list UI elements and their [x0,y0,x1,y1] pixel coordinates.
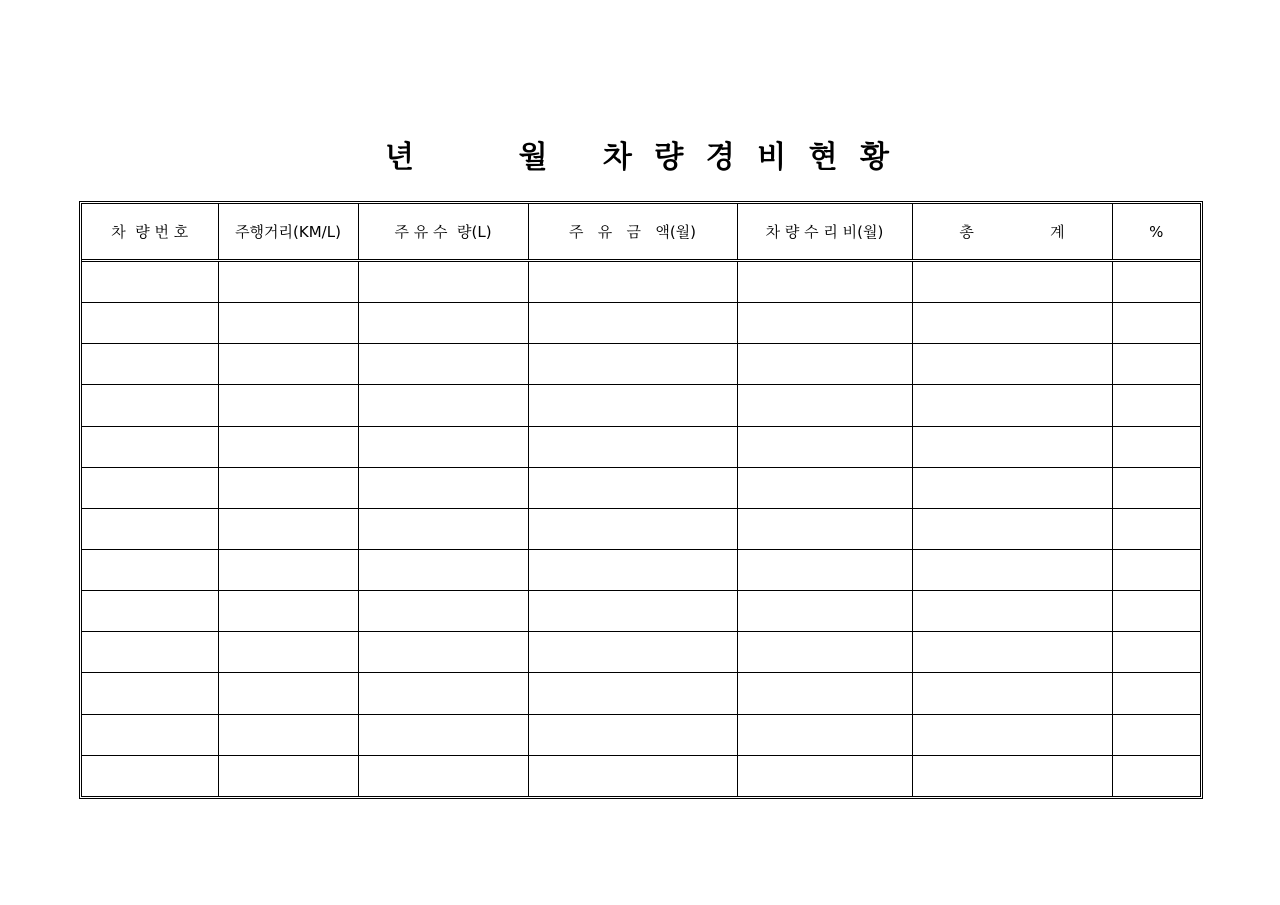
cell-mileage[interactable] [218,591,358,632]
cell-mileage[interactable] [218,303,358,344]
cell-percent[interactable] [1112,755,1200,796]
cell-vehicle-number[interactable] [82,714,218,755]
cell-percent[interactable] [1112,632,1200,673]
cell-fuel-amount[interactable] [528,426,737,467]
header-fuel-quantity: 주 유 수 량(L) [358,204,528,261]
cell-percent[interactable] [1112,344,1200,385]
cell-fuel-quantity[interactable] [358,303,528,344]
table-row [82,673,1200,714]
cell-total[interactable] [912,714,1112,755]
cell-mileage[interactable] [218,632,358,673]
cell-fuel-amount[interactable] [528,467,737,508]
table-row [82,467,1200,508]
cell-mileage[interactable] [218,426,358,467]
header-repair-cost: 차 량 수 리 비(월) [737,204,912,261]
table-row [82,344,1200,385]
cell-percent[interactable] [1112,385,1200,426]
cell-vehicle-number[interactable] [82,303,218,344]
cell-fuel-amount[interactable] [528,550,737,591]
cell-percent[interactable] [1112,508,1200,549]
cell-vehicle-number[interactable] [82,632,218,673]
cell-percent[interactable] [1112,714,1200,755]
cell-repair-cost[interactable] [737,673,912,714]
cell-repair-cost[interactable] [737,591,912,632]
cell-fuel-quantity[interactable] [358,755,528,796]
vehicle-expense-table [82,204,1200,796]
cell-fuel-amount[interactable] [528,385,737,426]
cell-percent[interactable] [1112,673,1200,714]
cell-fuel-amount[interactable] [528,632,737,673]
cell-mileage[interactable] [218,673,358,714]
table-row [82,550,1200,591]
cell-mileage[interactable] [218,467,358,508]
cell-percent[interactable] [1112,591,1200,632]
table-header-row [82,204,1200,261]
cell-fuel-amount[interactable] [528,755,737,796]
cell-total[interactable] [912,467,1112,508]
cell-vehicle-number[interactable] [82,755,218,796]
cell-total[interactable] [912,755,1112,796]
cell-total[interactable] [912,385,1112,426]
cell-total[interactable] [912,261,1112,303]
cell-repair-cost[interactable] [737,714,912,755]
expense-table-frame [79,201,1203,799]
cell-percent[interactable] [1112,550,1200,591]
cell-repair-cost[interactable] [737,508,912,549]
cell-vehicle-number[interactable] [82,344,218,385]
cell-total[interactable] [912,673,1112,714]
cell-vehicle-number[interactable] [82,591,218,632]
cell-mileage[interactable] [218,508,358,549]
cell-percent[interactable] [1112,426,1200,467]
cell-repair-cost[interactable] [737,385,912,426]
cell-fuel-amount[interactable] [528,261,737,303]
cell-fuel-quantity[interactable] [358,714,528,755]
cell-fuel-quantity[interactable] [358,426,528,467]
table-row [82,591,1200,632]
cell-fuel-quantity[interactable] [358,467,528,508]
cell-fuel-amount[interactable] [528,591,737,632]
cell-fuel-amount[interactable] [528,673,737,714]
cell-percent[interactable] [1112,261,1200,303]
cell-fuel-quantity[interactable] [358,591,528,632]
cell-total[interactable] [912,550,1112,591]
cell-fuel-amount[interactable] [528,303,737,344]
cell-repair-cost[interactable] [737,426,912,467]
header-vehicle-number: 차 량 번 호 [82,204,218,261]
cell-fuel-amount[interactable] [528,508,737,549]
table-row [82,426,1200,467]
table-row [82,714,1200,755]
cell-fuel-quantity[interactable] [358,550,528,591]
cell-total[interactable] [912,344,1112,385]
cell-vehicle-number[interactable] [82,467,218,508]
header-total: 총 계 [912,204,1112,261]
cell-vehicle-number[interactable] [82,550,218,591]
cell-total[interactable] [912,591,1112,632]
cell-repair-cost[interactable] [737,550,912,591]
cell-vehicle-number[interactable] [82,426,218,467]
cell-percent[interactable] [1112,303,1200,344]
header-percent: % [1112,204,1200,261]
table-row [82,508,1200,549]
cell-vehicle-number[interactable] [82,385,218,426]
header-fuel-amount: 주 유 금 액(월) [528,204,737,261]
cell-repair-cost[interactable] [737,755,912,796]
cell-total[interactable] [912,303,1112,344]
cell-fuel-quantity[interactable] [358,508,528,549]
cell-total[interactable] [912,632,1112,673]
cell-fuel-quantity[interactable] [358,344,528,385]
cell-mileage[interactable] [218,714,358,755]
table-row [82,261,1200,303]
cell-repair-cost[interactable] [737,632,912,673]
cell-mileage[interactable] [218,550,358,591]
cell-fuel-amount[interactable] [528,714,737,755]
cell-vehicle-number[interactable] [82,508,218,549]
cell-repair-cost[interactable] [737,467,912,508]
page-title: 년 월 차 량 경 비 현 황 [384,140,896,175]
cell-repair-cost[interactable] [737,344,912,385]
cell-total[interactable] [912,508,1112,549]
cell-fuel-quantity[interactable] [358,632,528,673]
cell-fuel-quantity[interactable] [358,385,528,426]
cell-fuel-amount[interactable] [528,344,737,385]
table-row [82,385,1200,426]
cell-vehicle-number[interactable] [82,261,218,303]
cell-mileage[interactable] [218,755,358,796]
table-row [82,755,1200,796]
table-row [82,632,1200,673]
cell-repair-cost[interactable] [737,261,912,303]
cell-fuel-quantity[interactable] [358,261,528,303]
cell-percent[interactable] [1112,467,1200,508]
table-body [82,261,1200,797]
cell-total[interactable] [912,426,1112,467]
cell-mileage[interactable] [218,344,358,385]
header-mileage: 주행거리(KM/L) [218,204,358,261]
cell-repair-cost[interactable] [737,303,912,344]
cell-vehicle-number[interactable] [82,673,218,714]
table-row [82,303,1200,344]
cell-mileage[interactable] [218,385,358,426]
cell-mileage[interactable] [218,261,358,303]
cell-fuel-quantity[interactable] [358,673,528,714]
